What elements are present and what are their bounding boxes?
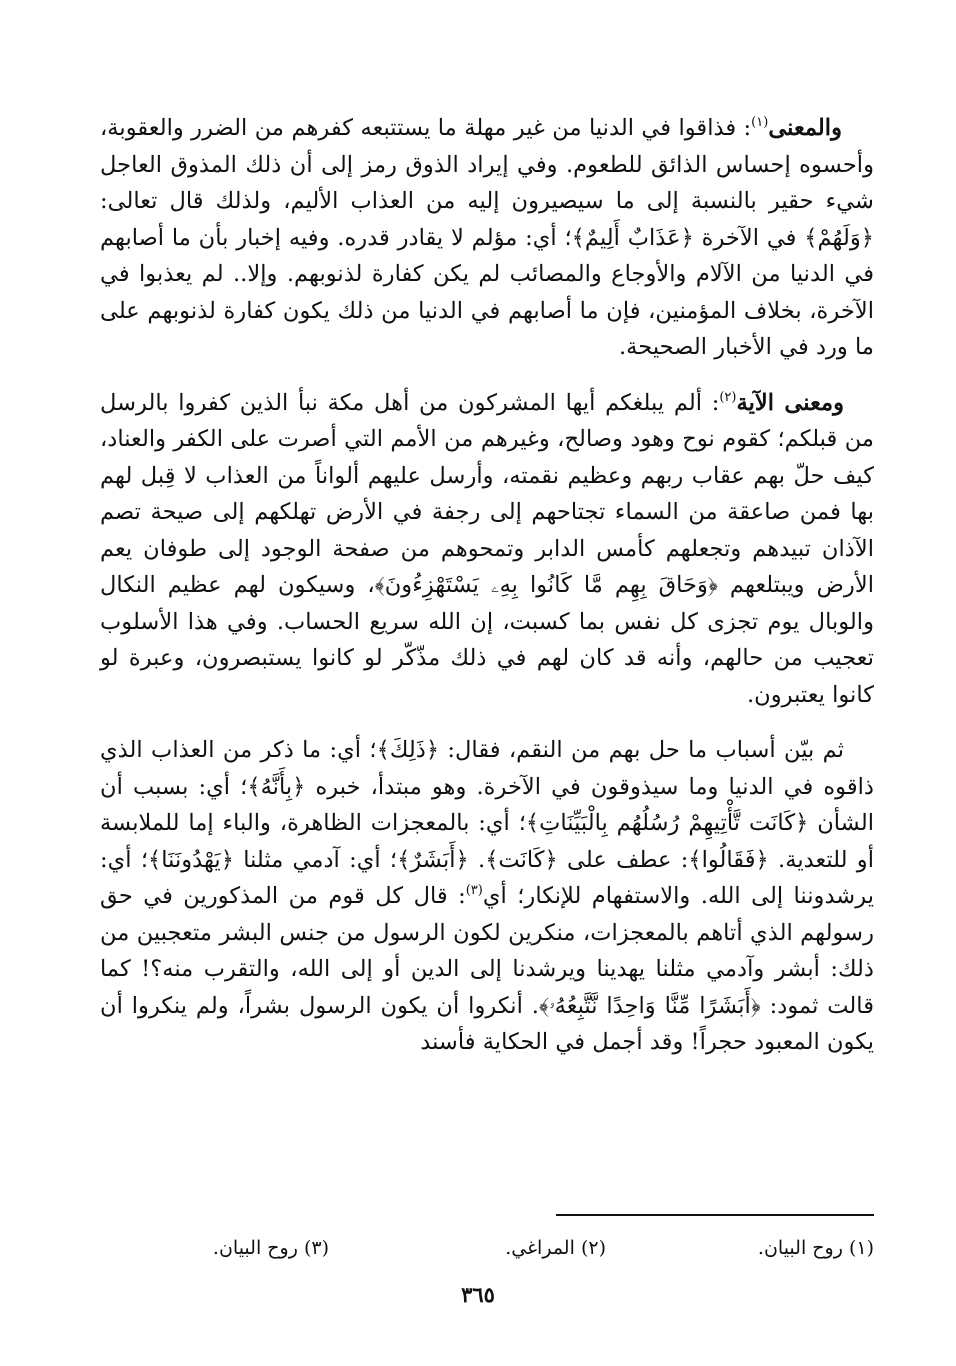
paragraph-text: : فذاقوا في الدنيا من غير مهلة ما يستتبعه كفرهم من الضرر والعقوبة، وأحسوه إحساس الذائق للطعوم. وفي إيراد الذوق رمز إلى أن ذلك المذوق العاجل شيء حقير بالنسبة إلى ما سيصيرون إليه من العذاب الأليم، ولذلك قال تعالى: ﴿وَلَهُمْ﴾ في الآخرة ﴿عَذَابٌ أَلِيمٌ﴾؛ أي: مؤلم لا يقادر قدره. وفيه إخبار بأن ما أصابهم في الدنيا من الآلام والأوجاع والمصائب لم يكن كفارة لذنوبهم. وإلا.. لم يعذبوا في الآخرة، بخلاف المؤمنين، فإن ما أصابهم في الدنيا من ذلك يكون كفارة لذنوبهم على ما ورد في الأخبار الصحيحة. [100, 115, 874, 360]
paragraph-meaning [100, 110, 874, 366]
footnote-separator [556, 1214, 874, 1216]
footnote-2 [505, 1236, 606, 1260]
main-text [100, 110, 874, 1080]
footnote-text: المراغي. [505, 1237, 575, 1259]
paragraph-lead: ومعنى الآية [736, 389, 844, 416]
footnote-text: روح البيان. [212, 1237, 298, 1259]
footnotes [100, 1236, 874, 1262]
footnote-1 [758, 1236, 874, 1260]
paragraph-reasons [100, 732, 874, 1061]
paragraph-verse-meaning [100, 385, 874, 714]
paragraph-text-part1: ثم بيّن أسباب ما حل بهم من النقم، فقال: ﴿ذَلِكَ﴾؛ أي: ما ذكر من العذاب الذي ذاقوه في الدنيا وما سيذوقون في الآخرة. وهو مبتدأ، خبره ﴿بِأَنَّهُ﴾؛ أي: بسبب أن الشأن ﴿كَانَت تَّأْتِيهِمْ رُسُلُهُم بِالْبَيِّنَاتِ﴾؛ أي: بالمعجزات الظاهرة، والباء إما للملابسة أو للتعدية. ﴿فَقَالُوا﴾: عطف على ﴿كَانَت﴾. ﴿أَبَشَرٌ﴾؛ أي: آدمي مثلنا ﴿يَهْدُونَنَا﴾؛ أي: يرشدوننا إلى الله. والاستفهام للإنكار؛ أي [100, 737, 874, 909]
paragraph-text-part2: : قال كل قوم من المذكورين في حق رسولهم الذي أتاهم بالمعجزات، منكرين لكون الرسول من جنس البشر متعجبين من ذلك: أبشر وآدمي مثلنا يهدينا ويرشدنا إلى الدين أو إلى الله، والتقرب منه؟! كما قالت ثمود: ﴿أَبَشَرًا مِّنَّا وَاحِدًا نَّتَّبِعُهُۥ﴾. أنكروا أن يكون الرسول بشراً، ولم ينكروا أن يكون المعبود حجراً! وقد أجمل في الحكاية فأسند [100, 883, 874, 1055]
page-number: ٣٦٥ [461, 1282, 495, 1307]
footnote-ref-1[interactable]: (١) [751, 115, 769, 130]
footnote-ref-2[interactable]: (٢) [719, 389, 737, 405]
footnote-ref-3[interactable]: (٣) [465, 883, 483, 898]
footnote-number: (٣) [303, 1237, 329, 1259]
footnote-3 [213, 1236, 329, 1260]
paragraph-lead: والمعنى [768, 115, 842, 141]
footnote-number: (١) [848, 1237, 874, 1259]
footnote-number: (٢) [580, 1237, 606, 1259]
footnote-text: روح البيان. [757, 1237, 843, 1259]
paragraph-text: : ألم يبلغكم أيها المشركون من أهل مكة نبأ الذين كفروا بالرسل من قبلكم؛ كقوم نوح وهود وصالح، وغيرهم من الأمم التي أصرت على الكفر والعناد، كيف حلّ بهم عقاب ربهم وعظيم نقمته، وأرسل عليهم ألواناً من العذاب لا قِبل لهم بها فمن صاعقة من السماء تجتاحهم إلى رجفة في الأرض تهلكهم إلى صيحة تصم الآذان تبيدهم وتجعلهم كأمس الدابر وتمحوهم من صفحة الوجود إلى طوفان يعم الأرض ويبتلعهم ﴿وَحَاقَ بِهِم مَّا كَانُوا بِهِۦ يَسْتَهْزِءُونَ﴾، وسيكون لهم عظيم النكال والوبال يوم تجزى كل نفس بما كسبت، إن الله سريع الحساب. وفي هذا الأسلوب تعجيب من حالهم، وأنه قد كان لهم في ذلك مذّكّر لو كانوا يستبصرون، وعبرة لو كانوا يعتبرون. [100, 389, 874, 708]
